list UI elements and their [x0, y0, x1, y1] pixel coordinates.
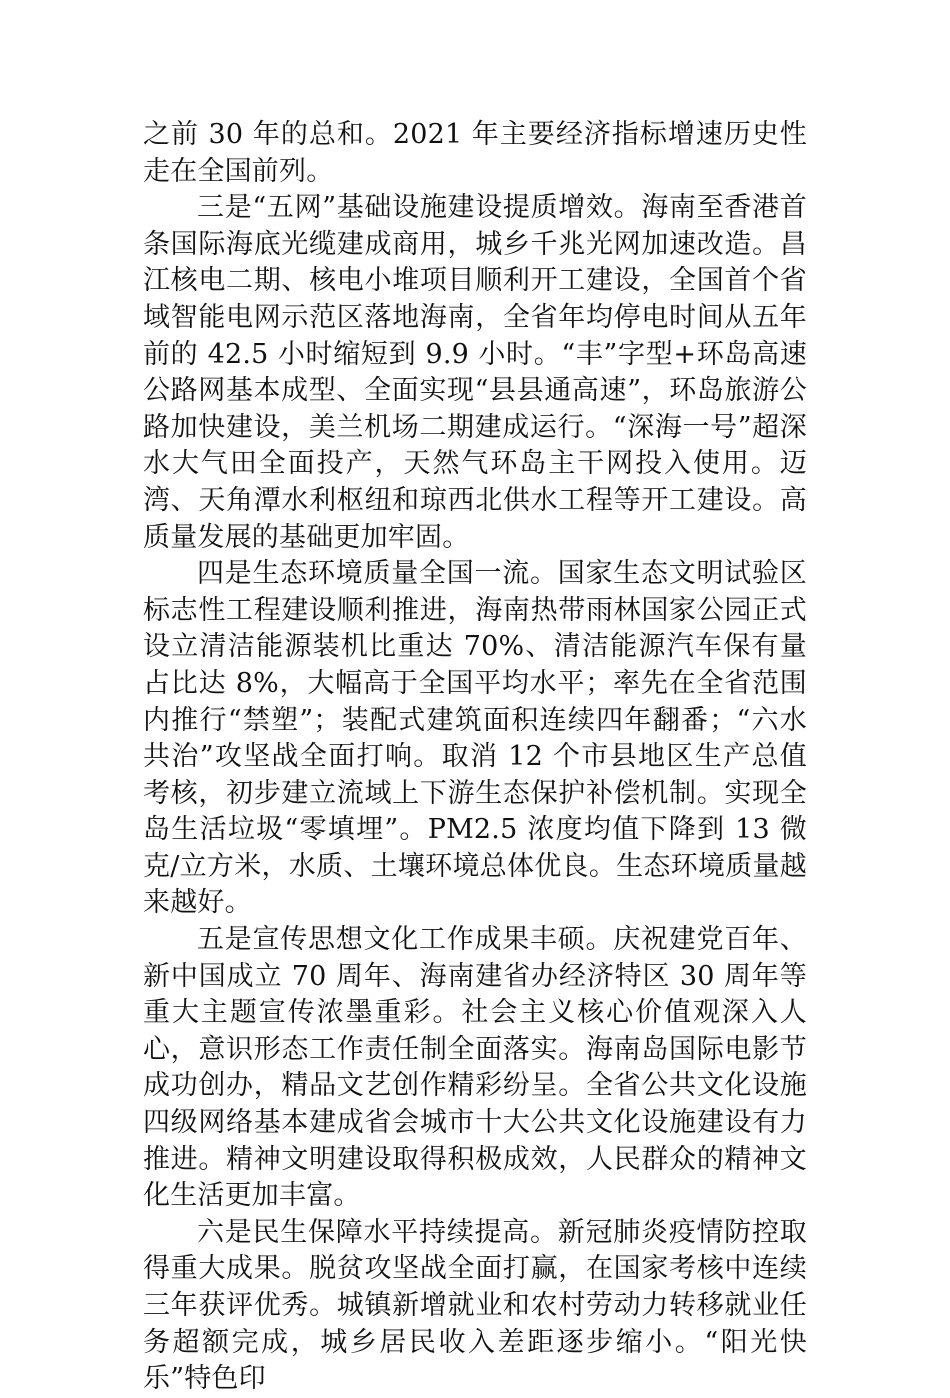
paragraph-infrastructure: 三是“五网”基础设施建设提质增效。海南至香港首条国际海底光缆建成商用，城乡千兆光网加速改造。昌江核电二期、核电小堆项目顺利开工建设，全国首个省域智能电网示范区落地海南，全省年均停电时间从五年前的 42.5 小时缩短到 9.9 小时。“丰”字型+环岛高速公路网基本成型、全面实现“县县通高速”，环岛旅游公路加快建设，美兰机场二期建成运行。“深海一号”超深水大气田全面投产，天然气环岛主干网投入使用。迈湾、天角潭水利枢纽和琼西北供水工程等开工建设。高质量发展的基础更加牢固。	[143, 192, 807, 553]
paragraph-culture: 五是宣传思想文化工作成果丰硕。庆祝建党百年、新中国成立 70 周年、海南建省办经济特区 30 周年等重大主题宣传浓墨重彩。社会主义核心价值观深入人心，意识形态工作责任制全面落实。海南岛国际电影节成功创办，精品文艺创作精彩纷呈。全省公共文化设施四级网络基本建成省会城市十大公共文化设施建设有力推进。精神文明建设取得积极成效，人民群众的精神文化生活更加丰富。	[143, 924, 807, 1212]
document-body	[143, 117, 807, 1398]
paragraph-livelihood: 六是民生保障水平持续提高。新冠肺炎疫情防控取得重大成果。脱贫攻坚战全面打赢，在国家考核中连续三年获评优秀。城镇新增就业和农村劳动力转移就业任务超额完成，城乡居民收入差距逐步缩小。“阳光快乐”特色印	[143, 1216, 807, 1395]
paragraph-ecology: 四是生态环境质量全国一流。国家生态文明试验区标志性工程建设顺利推进，海南热带雨林国家公园正式设立清洁能源装机比重达 70%、清洁能源汽车保有量占比达 8%，大幅高于全国平均水平；率先在全省范围内推行“禁塑”；装配式建筑面积连续四年翻番；“六水共治”攻坚战全面打响。取消 12 个市县地区生产总值考核，初步建立流域上下游生态保护补偿机制。实现全岛生活垃圾“零填埋”。PM2.5 浓度均值下降到 13 微克/立方米，水质、土壤环境总体优良。生态环境质量越来越好。	[143, 558, 807, 919]
paragraph-intro-continuation: 之前 30 年的总和。2021 年主要经济指标增速历史性走在全国前列。	[143, 119, 807, 187]
